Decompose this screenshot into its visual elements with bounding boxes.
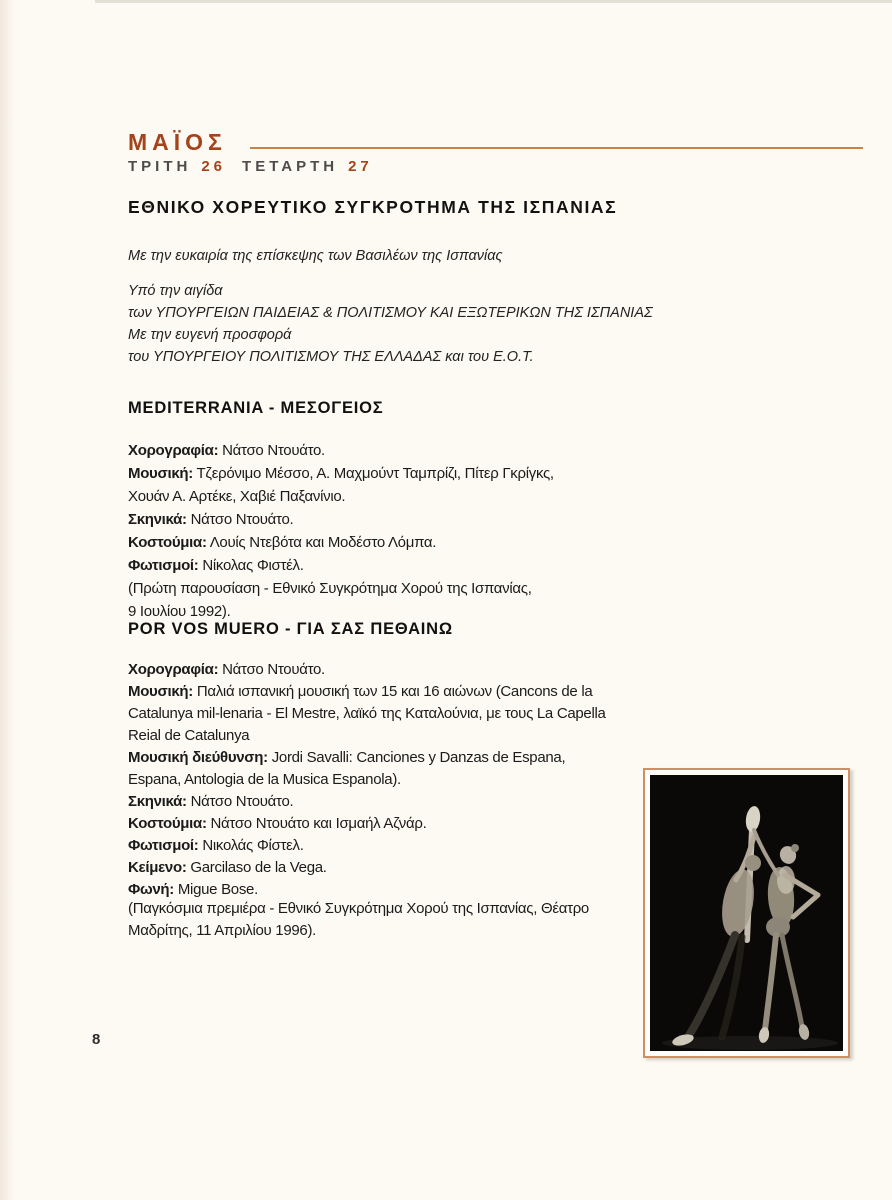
credit-line: 9 Ιουλίου 1992).	[128, 603, 231, 620]
premiere-note-line: (Παγκόσμια πρεμιέρα - Εθνικό Συγκρότημα Χορού της Ισπανίας, Θέατρο	[128, 900, 589, 917]
patronage-line: του ΥΠΟΥΡΓΕΙΟΥ ΠΟΛΙΤΙΣΜΟΥ ΤΗΣ ΕΛΛΑΔΑΣ και του Ε.Ο.Τ.	[128, 349, 534, 365]
program-title: ΕΘΝΙΚΟ ΧΟΡΕΥΤΙΚΟ ΣΥΓΚΡΟΤΗΜΑ ΤΗΣ ΙΣΠΑΝΙΑΣ	[128, 197, 618, 217]
credit-line: Φωνή: Migue Bose.	[128, 881, 258, 898]
page-number: 8	[92, 1031, 101, 1048]
date-number-1: 26	[201, 158, 227, 175]
credit-line: Κοστούμια: Νάτσο Ντουάτο και Ισμαήλ Αζνάρ.	[128, 815, 427, 832]
dancers-photo	[650, 775, 843, 1051]
credit-line: Κείμενο: Garcilaso de la Vega.	[128, 859, 327, 876]
date-line	[128, 158, 389, 175]
premiere-note	[128, 898, 589, 942]
month-header: ΜΑΪΟΣ	[128, 129, 227, 155]
credit-line: Μουσική: Τζερόνιμο Μέσσο, Α. Μαχμούντ Ταμπρίζι, Πίτερ Γκρίγκς,	[128, 465, 554, 482]
credit-line: Σκηνικά: Νάτσο Ντουάτο.	[128, 793, 294, 810]
credit-line: Catalunya mil-lenaria - El Mestre, λαϊκό της Καταλούνια, με τους La Capella	[128, 705, 606, 722]
credit-line: Φωτισμοί: Νικολάς Φίστελ.	[128, 837, 304, 854]
credit-line: Χορογραφία: Νάτσο Ντουάτο.	[128, 661, 325, 678]
date-day-2: ΤΕΤΑΡΤΗ	[242, 158, 339, 175]
credit-line: Μουσική διεύθυνση: Jordi Savalli: Canciones y Danzas de Espana,	[128, 749, 566, 766]
patronage-block	[128, 280, 653, 368]
date-number-2: 27	[348, 158, 373, 175]
month-rule	[250, 147, 863, 149]
section-title-mediterrania: MEDITERRANIA - ΜΕΣΟΓΕΙΟΣ	[128, 399, 384, 417]
scan-edge-left	[0, 0, 14, 1200]
credit-line: Κοστούμια: Λουίς Ντεβότα και Μοδέστο Λόμπα.	[128, 534, 437, 551]
credit-line: Χουάν Α. Αρτέκε, Χαβιέ Παξανίνιο.	[128, 488, 346, 505]
patronage-line: Με την ευγενή προσφορά	[128, 327, 292, 343]
credit-line: Reial de Catalunya	[128, 727, 250, 744]
credit-line: Σκηνικά: Νάτσο Ντουάτο.	[128, 511, 294, 528]
occasion-note: Με την ευκαιρία της επίσκεψης των Βασιλέων της Ισπανίας	[128, 248, 503, 264]
scan-edge-top	[95, 0, 892, 3]
patronage-line: των ΥΠΟΥΡΓΕΙΩΝ ΠΑΙΔΕΙΑΣ & ΠΟΛΙΤΙΣΜΟΥ ΚΑΙ ΕΞΩΤΕΡΙΚΩΝ ΤΗΣ ΙΣΠΑΝΙΑΣ	[128, 305, 653, 321]
date-day-1: ΤΡΙΤΗ	[128, 158, 192, 175]
patronage-line: Υπό την αιγίδα	[128, 283, 223, 299]
credit-line: Φωτισμοί: Νίκολας Φιστέλ.	[128, 557, 304, 574]
premiere-note-line: Μαδρίτης, 11 Απριλίου 1996).	[128, 922, 317, 939]
credit-line: Χορογραφία: Νάτσο Ντουάτο.	[128, 442, 325, 459]
credits-mediterrania	[128, 439, 554, 623]
photo-frame	[643, 768, 850, 1058]
credits-por-vos-muero	[128, 659, 606, 901]
credit-line: Μουσική: Παλιά ισπανική μουσική των 15 και 16 αιώνων (Cancons de la	[128, 683, 593, 700]
credit-line: Espana, Antologia de la Musica Espanola).	[128, 771, 401, 788]
section-title-por-vos-muero: POR VOS MUERO - ΓΙΑ ΣΑΣ ΠΕΘΑΙΝΩ	[128, 620, 453, 638]
credit-line: (Πρώτη παρουσίαση - Εθνικό Συγκρότημα Χορού της Ισπανίας,	[128, 580, 532, 597]
